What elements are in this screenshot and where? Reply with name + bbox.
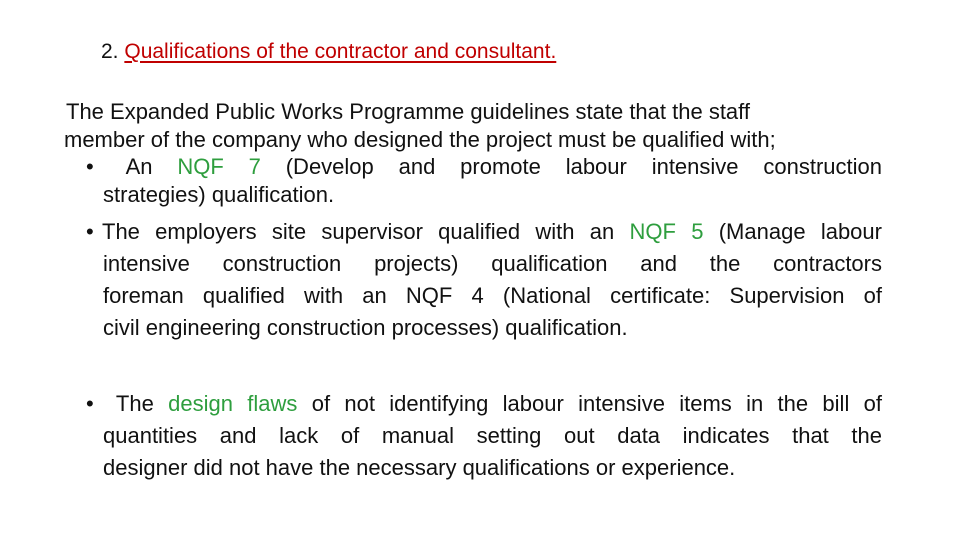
bullet-design-flaws — [86, 388, 882, 484]
bullet-row — [86, 153, 882, 181]
bullet-row — [86, 216, 882, 248]
bullet-row: civil engineering construction processes) qualification. — [103, 315, 628, 340]
bullet-text-pre: The — [115, 391, 169, 416]
bullet-icon: • — [86, 154, 94, 179]
bullet-highlight: design flaws — [168, 391, 298, 416]
title-text: Qualifications of the contractor and consultant. — [124, 40, 557, 63]
title-number: 2. — [101, 40, 119, 63]
bullet-row: quantities and lack of manual setting out data indicates that the — [103, 423, 882, 448]
bullet-nqf5 — [86, 216, 882, 344]
bullet-text-post: of not identifying labour intensive items in the bill of — [297, 391, 882, 416]
bullet-text-pre: An — [125, 154, 178, 179]
bullet-row: foreman qualified with an NQF 4 (National certificate: Supervision of — [103, 283, 882, 308]
bullet-text-pre: The employers site supervisor qualified with an — [102, 219, 630, 244]
intro-line-2: member of the company who designed the project must be qualified with; — [64, 127, 776, 152]
bullet-text-post: (Manage labour — [703, 219, 882, 244]
bullet-icon: • — [86, 391, 94, 416]
intro-paragraph — [64, 98, 884, 154]
slide-title — [101, 38, 556, 66]
bullet-row: intensive construction projects) qualification and the contractors — [103, 251, 882, 276]
bullet-nqf7 — [86, 153, 882, 209]
bullet-highlight: NQF 7 — [177, 154, 261, 179]
bullet-highlight: NQF 5 — [629, 219, 704, 244]
bullet-text-post: (Develop and promote labour intensive construction — [260, 154, 882, 179]
bullet-icon: • — [86, 219, 94, 244]
bullet-row: strategies) qualification. — [103, 182, 335, 207]
bullet-row — [86, 388, 882, 420]
intro-line-1: The Expanded Public Works Programme guidelines state that the staff — [66, 99, 750, 124]
bullet-row: designer did not have the necessary qualifications or experience. — [103, 455, 736, 480]
